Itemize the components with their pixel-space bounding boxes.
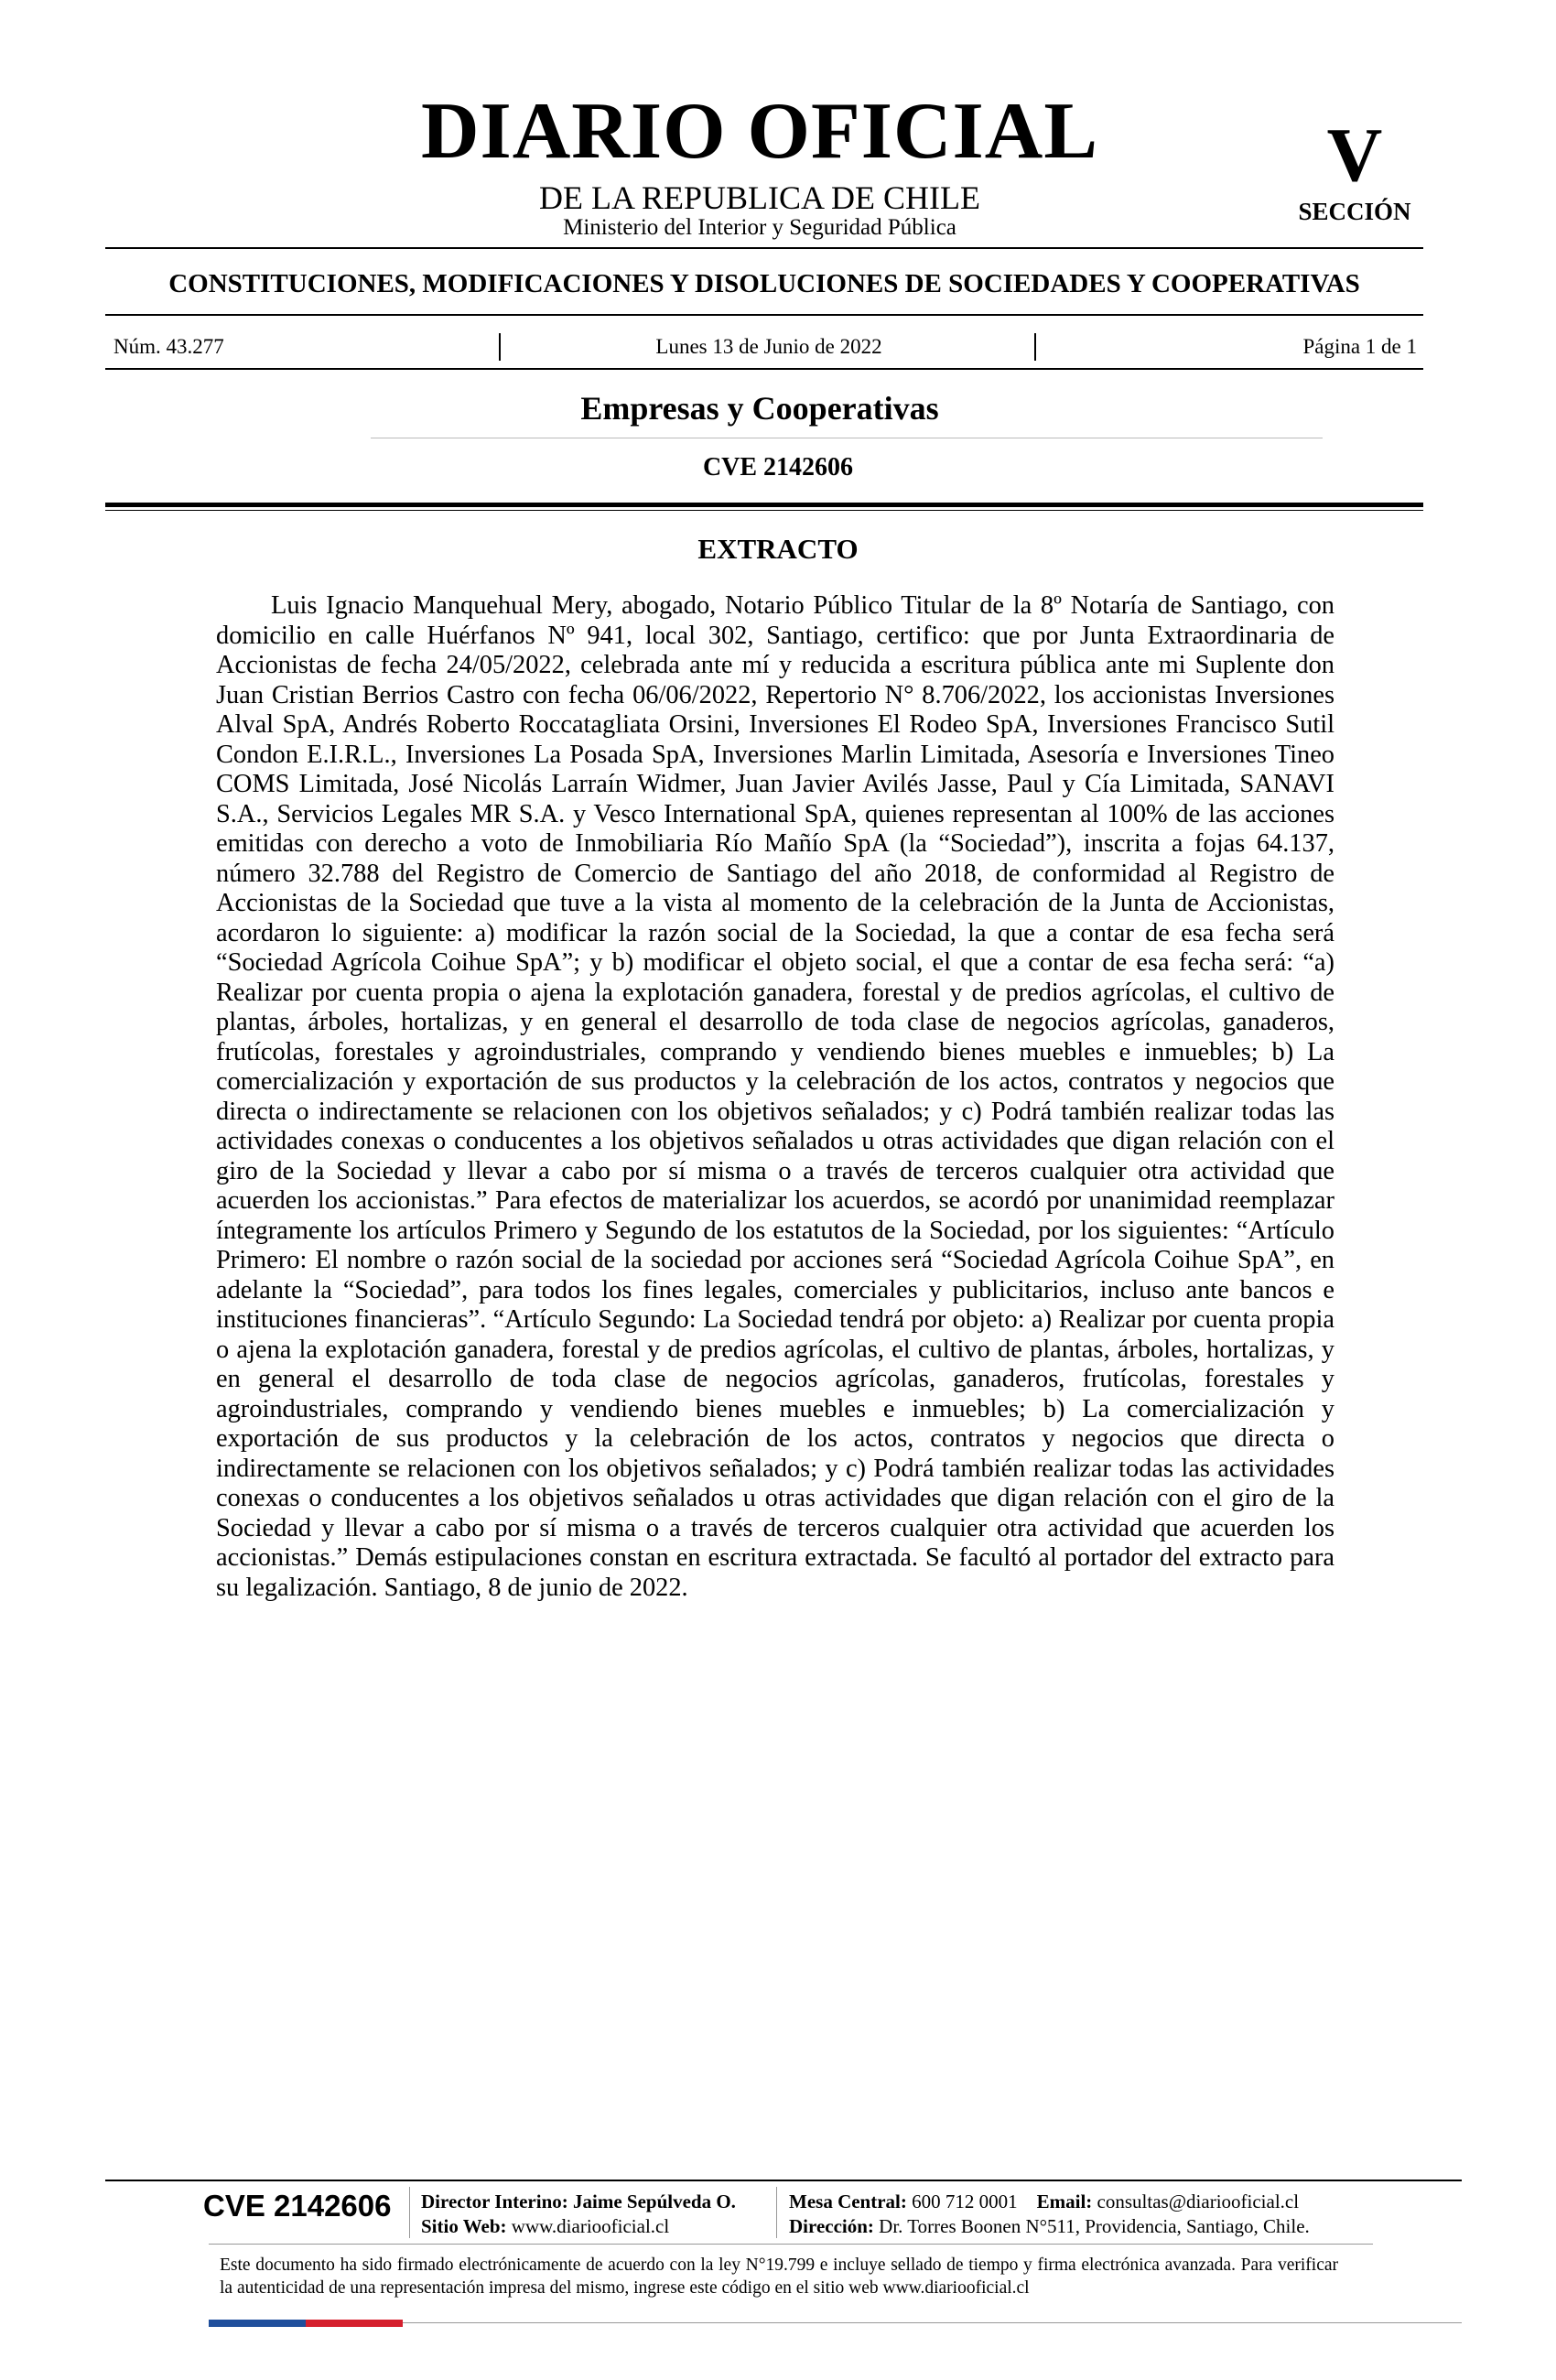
footer-bottom-rule <box>403 2322 1462 2323</box>
section-heading: CONSTITUCIONES, MODIFICACIONES Y DISOLUCIONES DE SOCIEDADES Y COOPERATIVAS <box>168 269 1360 298</box>
phone-label: Mesa Central: <box>789 2191 907 2212</box>
flag-red-stripe <box>306 2320 403 2327</box>
footer-note: Este documento ha sido firmado electrónicamente de acuerdo con la ley N°19.799 e incluye sellado de tiempo y firma electrónica avanzada. Para verificar la autenticidad de una representación impresa del mismo, ingrese este código en el sitio web www.diariooficial.cl <box>220 2256 1338 2298</box>
thin-rule <box>105 510 1423 511</box>
issue-page: Página 1 de 1 <box>1302 335 1417 358</box>
footer-divider-2 <box>776 2187 777 2238</box>
category-title: Empresas y Cooperativas <box>580 390 939 427</box>
cve-code: CVE 2142606 <box>702 453 854 481</box>
document-title: EXTRACTO <box>697 533 859 565</box>
thick-rule <box>105 503 1423 507</box>
issue-divider-right <box>1034 333 1036 361</box>
phone-value: 600 712 0001 <box>912 2191 1018 2212</box>
section-heading-rule <box>105 314 1423 316</box>
footer-mid-rule <box>209 2244 1373 2245</box>
flag-blue-stripe <box>209 2320 306 2327</box>
footer-divider-1 <box>409 2187 410 2238</box>
address-label: Dirección: <box>789 2215 874 2237</box>
issue-divider-left <box>499 333 501 361</box>
issue-date: Lunes 13 de Junio de 2022 <box>655 335 882 358</box>
footer-contact-col <box>789 2190 1310 2239</box>
website-link[interactable]: www.diariooficial.cl <box>511 2215 670 2237</box>
director-label: Director Interino: Jaime Sepúlveda O. <box>421 2191 736 2212</box>
footer-director-col <box>421 2190 736 2239</box>
footer-top-rule <box>105 2180 1462 2181</box>
masthead-rule <box>105 247 1423 249</box>
address-value: Dr. Torres Boonen N°511, Providencia, Santiago, Chile. <box>879 2215 1310 2237</box>
email-label: Email: <box>1036 2191 1093 2212</box>
masthead-ministry: Ministerio del Interior y Seguridad Pública <box>563 215 956 240</box>
masthead-title: DIARIO OFICIAL <box>420 87 1099 176</box>
issue-number: Núm. 43.277 <box>113 335 224 358</box>
extract-body: Luis Ignacio Manquehual Mery, abogado, Notario Público Titular de la 8º Notaría de Santiago, con domicilio en calle Huérfanos Nº 941, local 302, Santiago, certifico: que por Junta Extraordinaria de Accionistas de fecha 24/05/2022, celebrada ante mí y reducida a escritura pública ante mi Suplente don Juan Cristian Berrios Castro con fecha 06/06/2022, Repertorio N° 8.706/2022, los accionistas Inversiones Alval SpA, Andrés Roberto Roccatagliata Orsini, Inversiones El Rodeo SpA, Inversiones Francisco Sutil Condon E.I.R.L., Inversiones La Posada SpA, Inversiones Marlin Limitada, Asesoría e Inversiones Tineo COMS Limitada, José Nicolás Larraín Widmer, Juan Javier Avilés Jasse, Paul y Cía Limitada, SANAVI S.A., Servicios Legales MR S.A. y Vesco International SpA, quienes representan al 100% de las acciones emitidas con derecho a voto de Inmobiliaria Río Mañío SpA (la “Sociedad”), inscrita a fojas 64.137, número 32.788 del Registro de Comercio de Santiago del año 2018, de conformidad al Registro de Accionistas de la Sociedad que tuve a la vista al momento de la celebración de la Junta de Accionistas, acordaron lo siguiente: a) modificar la razón social de la Sociedad, la que a contar de esa fecha será “Sociedad Agrícola Coihue SpA”; y b) modificar el objeto social, el que a contar de esa fecha será: “a) Realizar por cuenta propia o ajena la explotación ganadera, forestal y de predios agrícolas, el cultivo de plantas, árboles, hortalizas, y en general el desarrollo de toda clase de negocios agrícolas, ganaderos, frutícolas, forestales y agroindustriales, comprando y vendiendo bienes muebles e inmuebles; b) La comercialización y exportación de sus productos y la celebración de los actos, contratos y negocios que directa o indirectamente se relacionen con los objetivos señalados; y c) Podrá también realizar todas las actividades conexas o conducentes a los objetivos señalados u otras actividades que digan relación con el giro de la Sociedad y llevar a cabo por sí misma o a través de terceros cualquier otra actividad que acuerden los accionistas.” Para efectos de materializar los acuerdos, se acordó por unanimidad reemplazar íntegramente los artículos Primero y Segundo de los estatutos de la Sociedad, por los siguientes: “Artículo Primero: El nombre o razón social de la sociedad por acciones será “Sociedad Agrícola Coihue SpA”, en adelante la “Sociedad”, para todos los fines legales, comerciales y publicitarios, incluso ante bancos e instituciones financieras”. “Artículo Segundo: La Sociedad tendrá por objeto: a) Realizar por cuenta propia o ajena la explotación ganadera, forestal y de predios agrícolas, el cultivo de plantas, árboles, hortalizas, y en general el desarrollo de toda clase de negocios agrícolas, ganaderos, frutícolas, forestales y agroindustriales, comprando y vendiendo bienes muebles e inmuebles; b) La comercialización y exportación de sus productos y la celebración de los actos, contratos y negocios que directa o indirectamente se relacionen con los objetivos señalados; y c) Podrá también realizar todas las actividades conexas o conducentes a los objetivos señalados u otras actividades que digan relación con el giro de la Sociedad y llevar a cabo por sí misma o a través de terceros cualquier otra actividad que acuerden los accionistas.” Demás estipulaciones constan en escritura extractada. Se facultó al portador del extracto para su legalización. Santiago, 8 de junio de 2022. <box>216 591 1334 1602</box>
section-word: SECCIÓN <box>1298 198 1411 225</box>
masthead-subtitle: DE LA REPUBLICA DE CHILE <box>539 179 980 216</box>
section-letter: V <box>1326 113 1383 198</box>
footer-cve: CVE 2142606 <box>203 2189 392 2223</box>
email-link[interactable]: consultas@diariooficial.cl <box>1097 2191 1300 2212</box>
website-label: Sitio Web: <box>421 2215 507 2237</box>
issue-rule <box>105 368 1423 370</box>
